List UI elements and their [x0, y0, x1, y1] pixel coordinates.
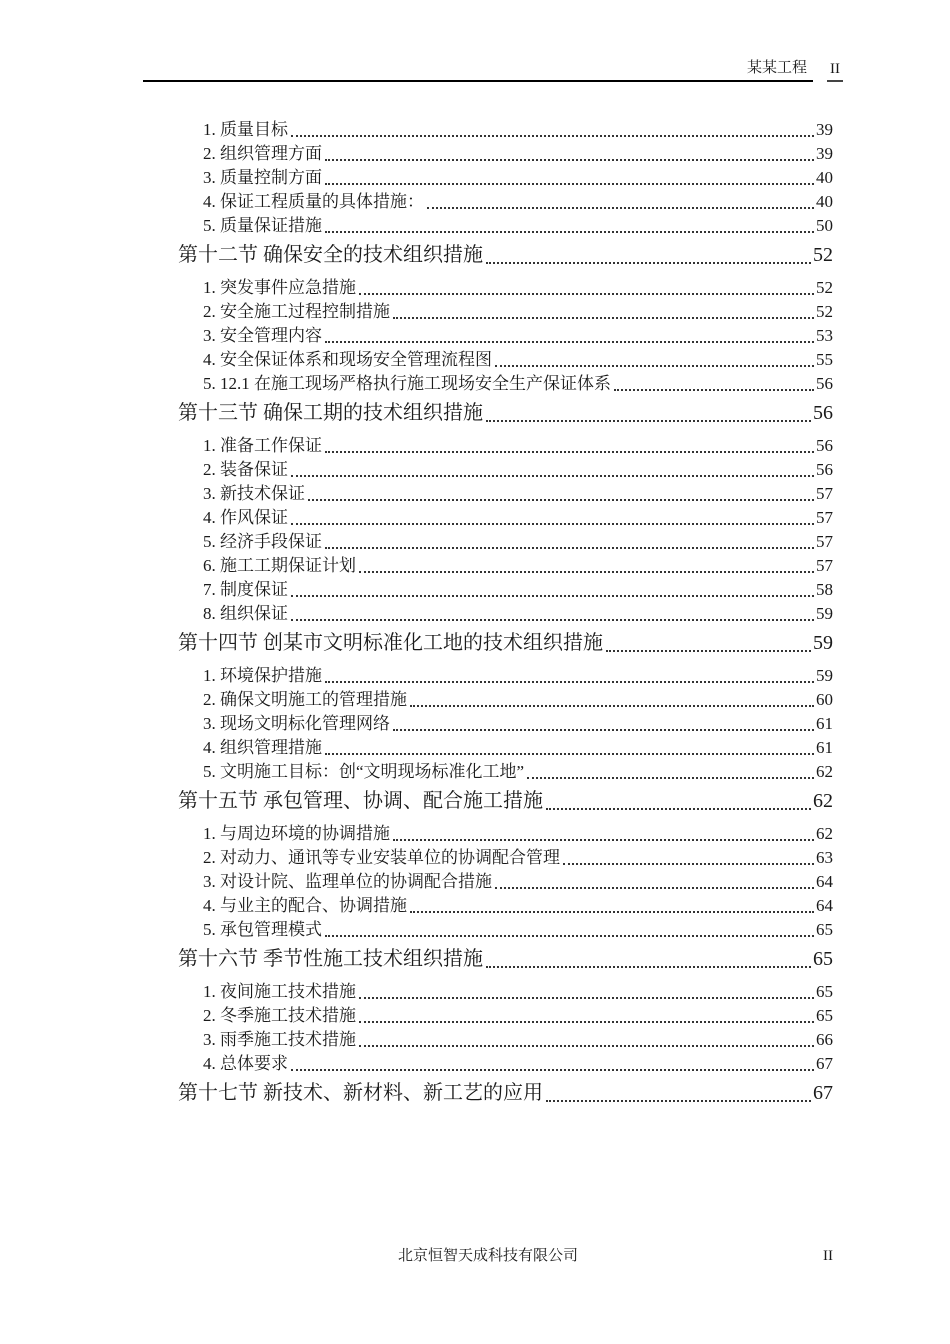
toc-entry[interactable] [143, 482, 833, 506]
dot-leader [563, 863, 814, 865]
dot-leader [495, 887, 814, 889]
toc-entry-page: 50 [816, 216, 833, 235]
toc-entry[interactable] [143, 602, 833, 626]
toc-entry-title: 5. 承包管理模式 [203, 920, 322, 939]
toc-entry[interactable] [143, 786, 833, 816]
dot-leader [495, 365, 814, 367]
dot-leader [486, 262, 811, 264]
dot-leader [410, 911, 814, 913]
toc-entry-title: 3. 现场文明标化管理网络 [203, 714, 390, 733]
toc-entry[interactable] [143, 944, 833, 974]
toc-entry-title: 7. 制度保证 [203, 580, 288, 599]
toc-entry-page: 67 [816, 1054, 833, 1073]
toc-entry-title: 1. 突发事件应急措施 [203, 278, 356, 297]
toc-entry[interactable] [143, 214, 833, 238]
dot-leader [486, 420, 811, 422]
toc-entry-title: 2. 组织管理方面 [203, 144, 322, 163]
toc-entry-title: 1. 准备工作保证 [203, 436, 322, 455]
dot-leader [325, 753, 814, 755]
toc-entry[interactable] [143, 980, 833, 1004]
toc-entry-title: 第十二节 确保安全的技术组织措施 [178, 244, 483, 266]
toc-entry-page: 65 [816, 982, 833, 1001]
toc-entry-title: 5. 12.1 在施工现场严格执行施工现场安全生产保证体系 [203, 374, 611, 393]
toc-entry[interactable] [143, 712, 833, 736]
dot-leader [527, 777, 814, 779]
header-project-label: 某某工程 [746, 60, 807, 76]
table-of-contents [143, 118, 833, 1114]
toc-entry[interactable] [143, 894, 833, 918]
toc-entry[interactable] [143, 458, 833, 482]
toc-entry[interactable] [143, 760, 833, 784]
toc-entry-title: 4. 保证工程质量的具体措施： [203, 192, 424, 211]
toc-entry-page: 59 [813, 632, 833, 654]
toc-entry-page: 57 [816, 556, 833, 575]
dot-leader [410, 705, 814, 707]
toc-entry-title: 第十四节 创某市文明标准化工地的技术组织措施 [178, 632, 603, 654]
toc-entry[interactable] [143, 276, 833, 300]
toc-entry[interactable] [143, 822, 833, 846]
toc-entry[interactable] [143, 190, 833, 214]
dot-leader [308, 499, 814, 501]
toc-entry-page: 64 [816, 896, 833, 915]
toc-entry-title: 5. 质量保证措施 [203, 216, 322, 235]
dot-leader [325, 183, 814, 185]
dot-leader [546, 808, 811, 810]
toc-entry-page: 57 [816, 532, 833, 551]
toc-entry-page: 66 [816, 1030, 833, 1049]
toc-entry[interactable] [143, 530, 833, 554]
dot-leader [393, 729, 814, 731]
toc-entry[interactable] [143, 664, 833, 688]
toc-entry-page: 62 [816, 762, 833, 781]
toc-entry-page: 56 [816, 436, 833, 455]
dot-leader [325, 231, 814, 233]
toc-entry[interactable] [143, 166, 833, 190]
toc-entry-page: 53 [816, 326, 833, 345]
toc-entry-title: 1. 环境保护措施 [203, 666, 322, 685]
toc-entry-page: 62 [813, 790, 833, 812]
dot-leader [486, 966, 811, 968]
toc-entry[interactable] [143, 1052, 833, 1076]
dot-leader [325, 159, 814, 161]
toc-entry[interactable] [143, 846, 833, 870]
toc-entry-page: 52 [816, 278, 833, 297]
toc-entry-title: 4. 安全保证体系和现场安全管理流程图 [203, 350, 492, 369]
dot-leader [546, 1100, 811, 1102]
toc-entry-page: 52 [816, 302, 833, 321]
toc-entry-page: 56 [813, 402, 833, 424]
toc-entry-title: 2. 装备保证 [203, 460, 288, 479]
toc-entry-title: 4. 作风保证 [203, 508, 288, 527]
toc-entry-title: 2. 安全施工过程控制措施 [203, 302, 390, 321]
toc-entry[interactable] [143, 1004, 833, 1028]
page-header [143, 58, 843, 82]
toc-entry-page: 67 [813, 1082, 833, 1104]
toc-entry-title: 1. 夜间施工技术措施 [203, 982, 356, 1001]
dot-leader [291, 135, 814, 137]
toc-entry[interactable] [143, 918, 833, 942]
toc-entry[interactable] [143, 1078, 833, 1108]
dot-leader [393, 317, 814, 319]
toc-entry-page: 59 [816, 604, 833, 623]
header-rule [143, 58, 813, 82]
toc-entry[interactable] [143, 324, 833, 348]
dot-leader [614, 389, 814, 391]
dot-leader [359, 1021, 814, 1023]
dot-leader [606, 650, 811, 652]
toc-entry-title: 8. 组织保证 [203, 604, 288, 623]
toc-entry-page: 65 [816, 1006, 833, 1025]
toc-entry-page: 65 [813, 948, 833, 970]
toc-entry-title: 5. 经济手段保证 [203, 532, 322, 551]
toc-entry-page: 55 [816, 350, 833, 369]
toc-entry-title: 2. 确保文明施工的管理措施 [203, 690, 407, 709]
toc-entry-title: 2. 对动力、通讯等专业安装单位的协调配合管理 [203, 848, 560, 867]
toc-entry[interactable] [143, 578, 833, 602]
toc-entry[interactable] [143, 554, 833, 578]
toc-entry-title: 4. 总体要求 [203, 1054, 288, 1073]
toc-entry[interactable] [143, 372, 833, 396]
toc-entry[interactable] [143, 300, 833, 324]
toc-entry-title: 4. 与业主的配合、协调措施 [203, 896, 407, 915]
dot-leader [359, 293, 814, 295]
toc-entry-title: 3. 质量控制方面 [203, 168, 322, 187]
toc-entry-page: 57 [816, 484, 833, 503]
toc-entry-title: 3. 新技术保证 [203, 484, 305, 503]
footer-page-number: II [823, 1248, 833, 1264]
toc-entry-page: 40 [816, 192, 833, 211]
toc-entry[interactable] [143, 118, 833, 142]
toc-entry-title: 第十五节 承包管理、协调、配合施工措施 [178, 790, 543, 812]
toc-entry-page: 60 [816, 690, 833, 709]
toc-entry-title: 6. 施工工期保证计划 [203, 556, 356, 575]
toc-entry-title: 1. 质量目标 [203, 120, 288, 139]
dot-leader [359, 997, 814, 999]
toc-entry[interactable] [143, 434, 833, 458]
toc-entry-page: 56 [816, 460, 833, 479]
dot-leader [393, 839, 814, 841]
toc-entry-page: 39 [816, 120, 833, 139]
toc-entry-page: 56 [816, 374, 833, 393]
dot-leader [291, 475, 814, 477]
toc-entry-page: 65 [816, 920, 833, 939]
dot-leader [427, 207, 814, 209]
toc-entry[interactable] [143, 688, 833, 712]
toc-entry-title: 3. 安全管理内容 [203, 326, 322, 345]
toc-entry-page: 52 [813, 244, 833, 266]
toc-entry-title: 3. 对设计院、监理单位的协调配合措施 [203, 872, 492, 891]
toc-entry[interactable] [143, 506, 833, 530]
toc-entry[interactable] [143, 142, 833, 166]
toc-entry-page: 64 [816, 872, 833, 891]
toc-entry-title: 第十六节 季节性施工技术组织措施 [178, 948, 483, 970]
toc-entry-page: 57 [816, 508, 833, 527]
toc-entry[interactable] [143, 348, 833, 372]
toc-entry-title: 1. 与周边环境的协调措施 [203, 824, 390, 843]
dot-leader [291, 595, 814, 597]
header-page-number: II [827, 59, 843, 82]
dot-leader [325, 935, 814, 937]
dot-leader [359, 1045, 814, 1047]
toc-entry-page: 39 [816, 144, 833, 163]
toc-entry-page: 58 [816, 580, 833, 599]
dot-leader [325, 341, 814, 343]
dot-leader [325, 451, 814, 453]
toc-entry[interactable] [143, 1028, 833, 1052]
toc-entry[interactable] [143, 870, 833, 894]
toc-entry-title: 第十七节 新技术、新材料、新工艺的应用 [178, 1082, 543, 1104]
toc-entry-title: 5. 文明施工目标：创“文明现场标准化工地” [203, 762, 525, 781]
dot-leader [291, 523, 814, 525]
dot-leader [325, 547, 814, 549]
toc-entry-title: 3. 雨季施工技术措施 [203, 1030, 356, 1049]
toc-entry-title: 第十三节 确保工期的技术组织措施 [178, 402, 483, 424]
toc-entry-title: 2. 冬季施工技术措施 [203, 1006, 356, 1025]
toc-entry-title: 4. 组织管理措施 [203, 738, 322, 757]
dot-leader [291, 619, 814, 621]
dot-leader [291, 1069, 814, 1071]
toc-entry[interactable] [143, 398, 833, 428]
toc-entry[interactable] [143, 628, 833, 658]
toc-entry-page: 63 [816, 848, 833, 867]
toc-entry-page: 59 [816, 666, 833, 685]
dot-leader [359, 571, 814, 573]
toc-entry-page: 40 [816, 168, 833, 187]
toc-entry-page: 62 [816, 824, 833, 843]
footer-company: 北京恒智天成科技有限公司 [397, 1248, 578, 1264]
dot-leader [325, 681, 814, 683]
toc-entry[interactable] [143, 736, 833, 760]
toc-entry[interactable] [143, 240, 833, 270]
toc-entry-page: 61 [816, 714, 833, 733]
toc-entry-page: 61 [816, 738, 833, 757]
